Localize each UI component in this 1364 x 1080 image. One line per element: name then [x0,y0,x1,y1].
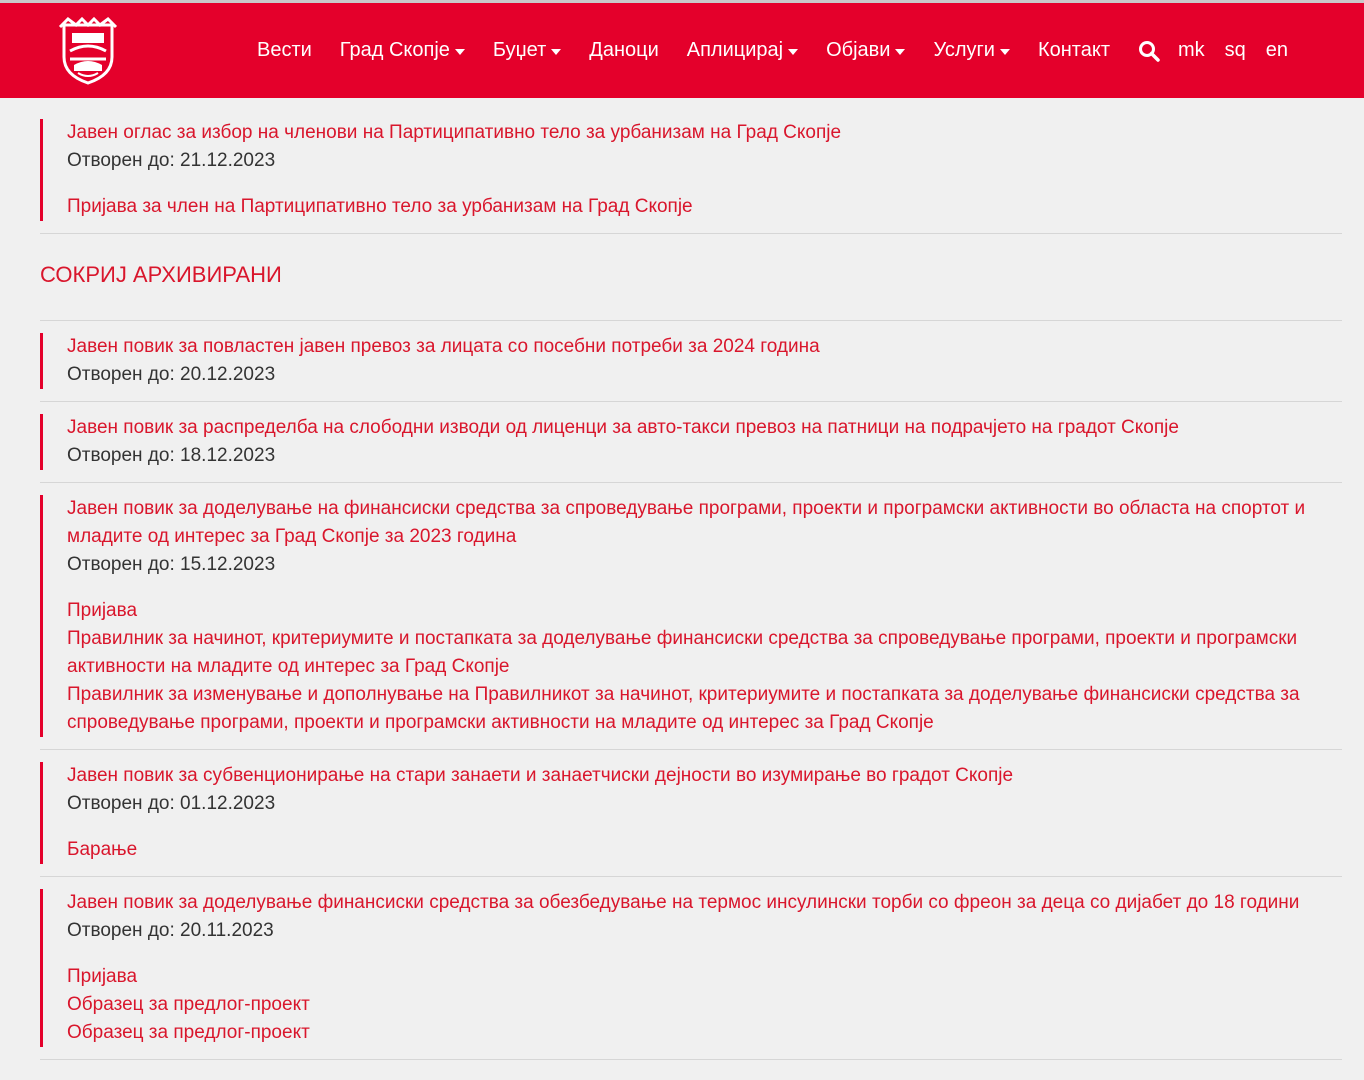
spacer [40,470,1342,482]
call-entry [40,333,1342,389]
caret-down-icon [895,49,905,55]
nav-item-label: Објави [826,39,891,61]
nav-item-label: Услуги [933,39,995,61]
spacer [40,750,1342,762]
gap [67,175,1342,193]
document-link[interactable]: Правилник за начинот, критериумите и постапката за доделување финансиски средства за спроведување програми, проекти и програмски активности на младите од интерес за Град Скопје [67,628,1298,677]
language-0[interactable]: mk [1177,39,1205,61]
spacer [40,221,1342,233]
caret-down-icon [788,49,798,55]
call-title-link[interactable]: Јавен повик за доделување на финансиски средства за спроведување програми, проекти и програмски активности во областа на спортот и младите од интерес за Град Скопје за 2023 година [67,498,1306,547]
spacer [40,389,1342,401]
language-1[interactable]: sq [1224,39,1246,61]
language-2[interactable]: en [1265,39,1289,61]
nav-item-label: Аплицирај [686,39,784,61]
call-entry [40,119,1342,221]
caret-down-icon [1000,49,1010,55]
search-icon[interactable] [1138,40,1160,62]
call-entry [40,495,1342,737]
nav-item-label: Град Скопје [339,39,450,61]
nav-item-3[interactable] [589,39,658,62]
open-until-date: Отворен до: 15.12.2023 [67,554,276,575]
hide-archived-toggle[interactable]: СОКРИЈ АРХИВИРАНИ [40,262,282,287]
nav-item-7[interactable] [1038,39,1110,62]
nav-item-4[interactable] [687,39,798,62]
document-link[interactable]: Пријава [67,600,138,621]
document-link[interactable]: Пријава [67,966,138,987]
nav-item-2[interactable] [493,39,561,62]
call-entry [40,414,1342,470]
document-link[interactable]: Правилник за изменување и дополнување на Правилникот за начинот, критериумите и постапката за доделување финансиски средства за спроведување програми, проекти и програмски активности на младите од интерес за Град Скопје [67,684,1300,733]
nav-item-5[interactable] [826,39,905,62]
call-title-link[interactable]: Јавен повик за повластен јавен превоз за лицата со посебни потреби за 2024 година [67,336,820,357]
nav-item-label: Даноци [589,39,659,61]
spacer [40,483,1342,495]
call-entry [40,762,1342,864]
nav-item-0[interactable] [257,39,312,62]
call-title-link[interactable]: Јавен повик за субвенционирање на стари занаети и занаетчиски дејности во изумирање во градот Скопје [67,765,1014,786]
nav-item-1[interactable] [340,39,465,62]
gap [67,945,1342,963]
gap [67,579,1342,597]
open-until-date: Отворен до: 20.11.2023 [67,920,274,941]
nav-item-label: Контакт [1037,39,1110,61]
document-link[interactable]: Пријава за член на Партиципативно тело за урбанизам на Град Скопје [67,196,693,217]
spacer [40,234,1342,261]
open-until-date: Отворен до: 01.12.2023 [67,793,276,814]
spacer [40,737,1342,749]
call-title-link[interactable]: Јавен повик за доделување финансиски средства за обезбедување на термос инсулински торби со фреон за деца со дијабет до 18 години [67,892,1300,913]
open-until-date: Отворен до: 20.12.2023 [67,364,276,385]
spacer [40,402,1342,414]
nav-item-6[interactable] [933,39,1010,62]
divider [40,1059,1342,1060]
gap [67,818,1342,836]
spacer [40,289,1342,320]
document-link[interactable]: Образец за предлог-проект [67,1022,310,1043]
main-nav [257,3,1288,98]
spacer [40,864,1342,876]
call-title-link[interactable]: Јавен повик за распределба на слободни изводи од лиценци за авто-такси превоз на патници на подрачјето на градот Скопје [67,417,1179,438]
skopje-logo-icon[interactable] [56,17,120,85]
spacer [40,877,1342,889]
calls-list [40,98,1342,1060]
call-entry [40,889,1342,1047]
open-until-date: Отворен до: 21.12.2023 [67,150,276,171]
spacer [40,321,1342,333]
navbar [0,3,1364,98]
nav-item-label: Буџет [492,39,547,61]
document-link[interactable]: Барање [67,839,138,860]
nav-item-label: Вести [257,39,312,61]
call-title-link[interactable]: Јавен оглас за избор на членови на Партиципативно тело за урбанизам на Град Скопје [67,122,842,143]
caret-down-icon [551,49,561,55]
document-link[interactable]: Образец за предлог-проект [67,994,310,1015]
spacer [40,1047,1342,1059]
open-until-date: Отворен до: 18.12.2023 [67,445,276,466]
caret-down-icon [455,49,465,55]
spacer [40,98,1342,119]
